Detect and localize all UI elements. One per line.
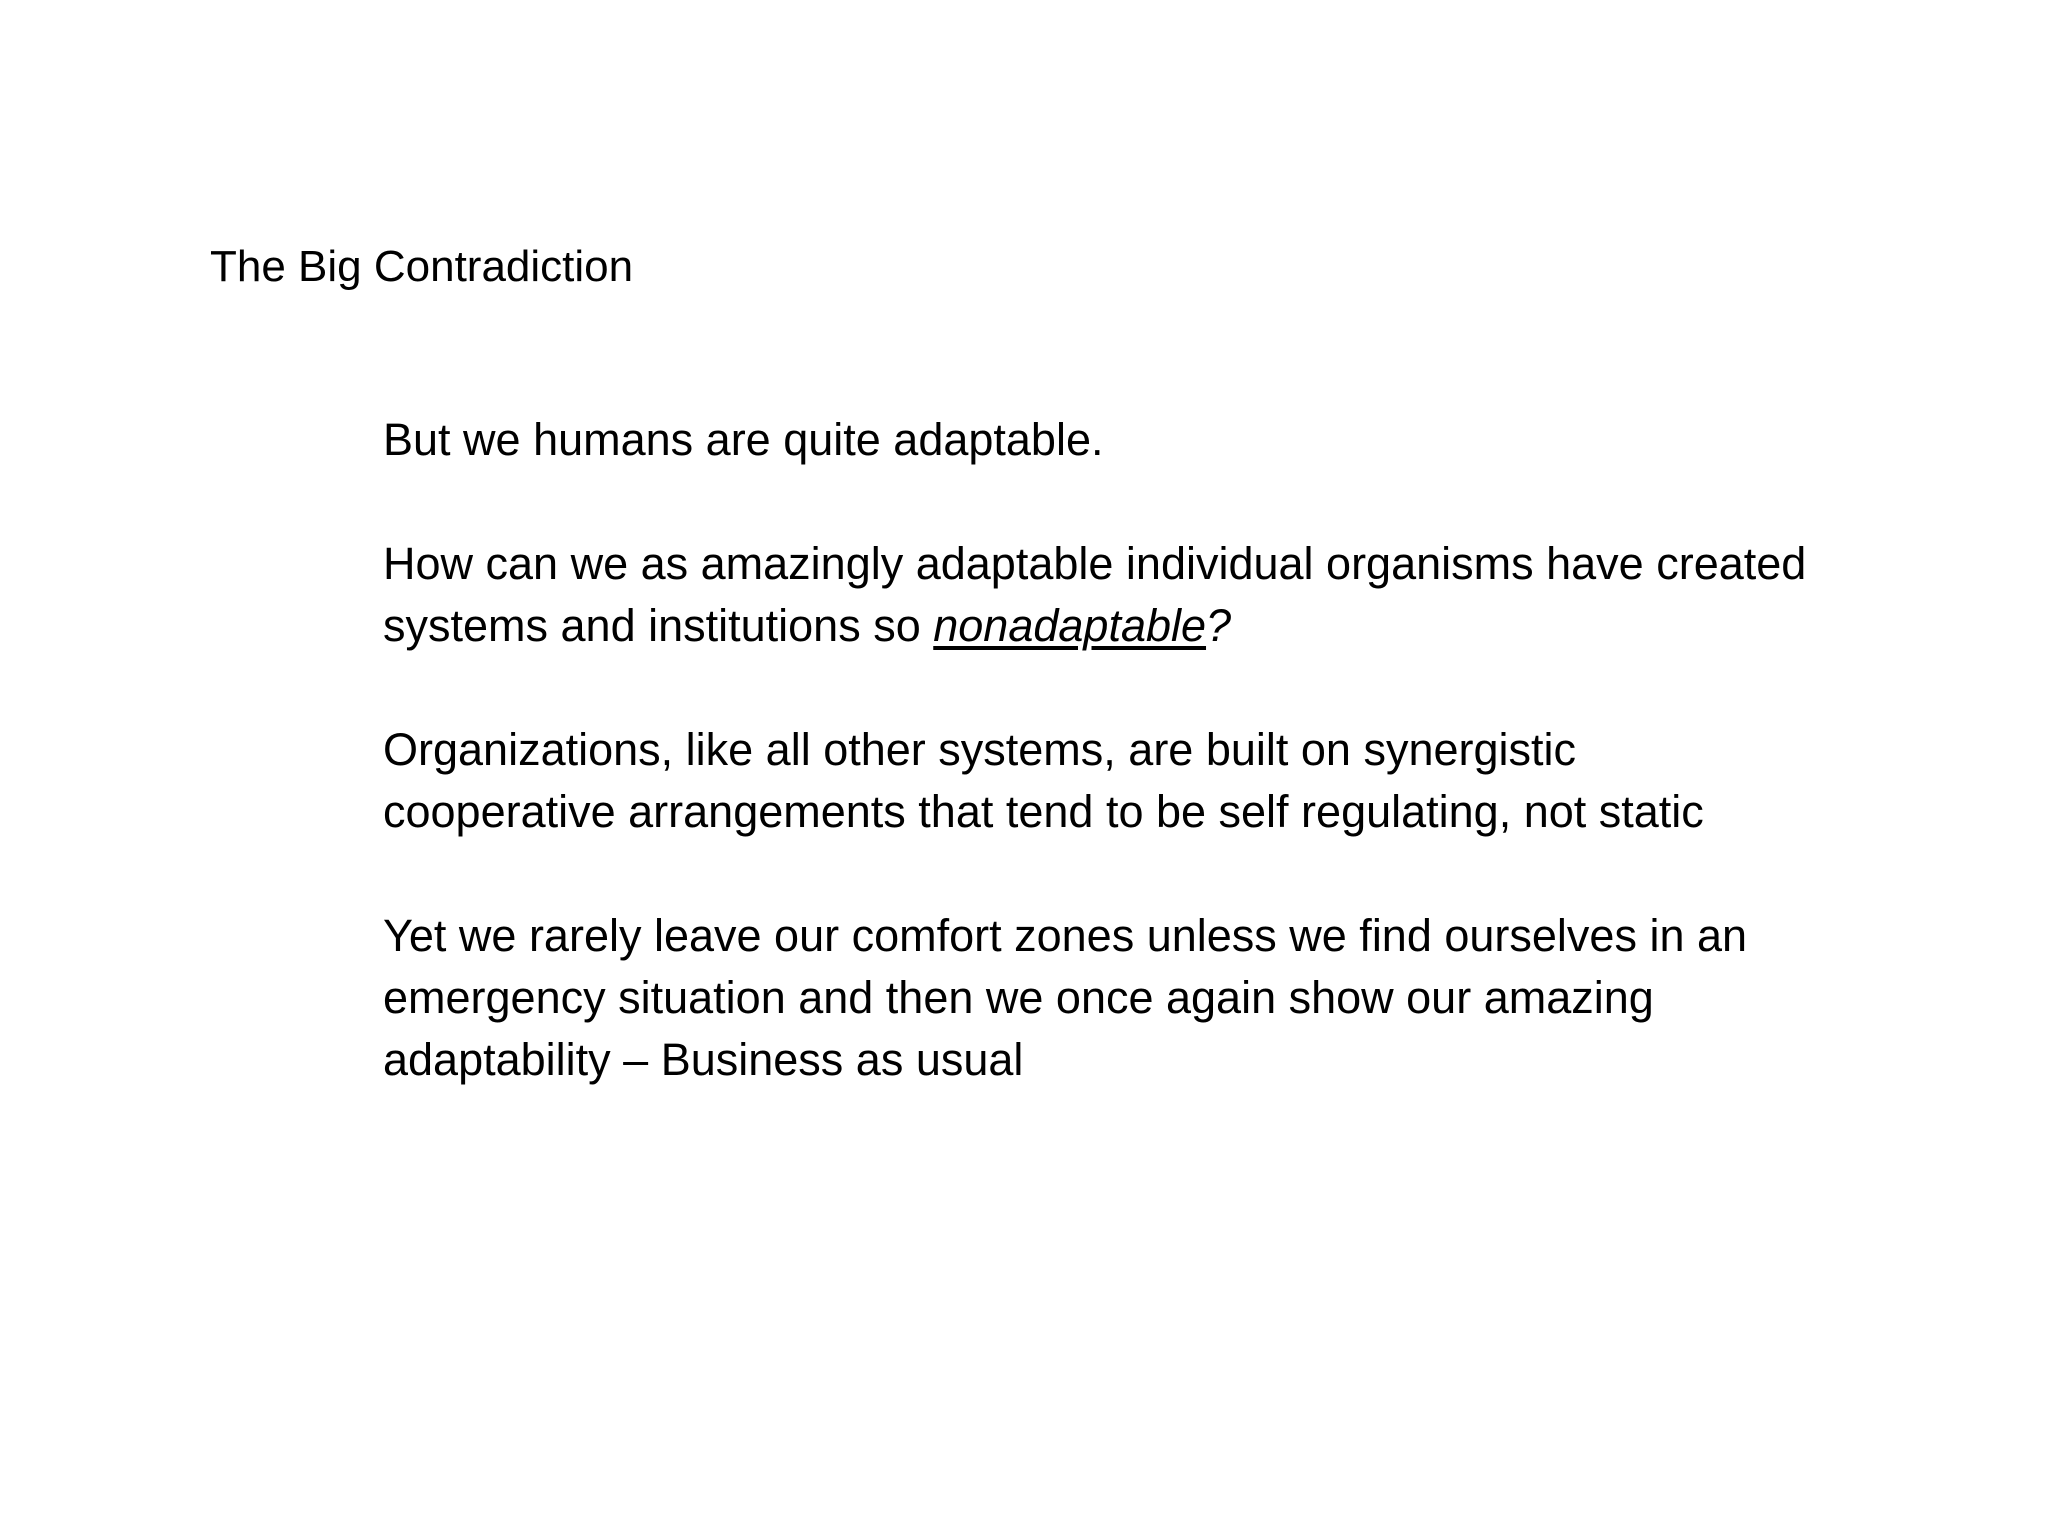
paragraph-3-line-1: Organizations, like all other systems, are built on synergistic [383, 724, 1577, 775]
paragraph-2 [383, 533, 1983, 657]
paragraph-4-line-2: emergency situation and then we once again show our amazing [383, 972, 1654, 1023]
slide-body [383, 409, 1983, 1153]
paragraph-3 [383, 719, 1983, 843]
emphasized-word: nonadaptable [933, 600, 1207, 651]
question-mark: ? [1206, 600, 1232, 651]
paragraph-4-line-1: Yet we rarely leave our comfort zones unless we find ourselves in an [383, 910, 1748, 961]
slide-title: The Big Contradiction [210, 242, 634, 291]
paragraph-1-line-1: But we humans are quite adaptable. [383, 414, 1104, 465]
paragraph-1 [383, 409, 1983, 471]
paragraph-3-line-2: cooperative arrangements that tend to be self regulating, not static [383, 786, 1704, 837]
paragraph-2-line-2 [383, 595, 1983, 657]
paragraph-2-line-1: How can we as amazingly adaptable individual organisms have created [383, 538, 1807, 589]
paragraph-4 [383, 905, 1983, 1091]
paragraph-4-line-3: adaptability – Business as usual [383, 1034, 1024, 1085]
paragraph-2-line-2-prefix: systems and institutions so [383, 600, 934, 651]
